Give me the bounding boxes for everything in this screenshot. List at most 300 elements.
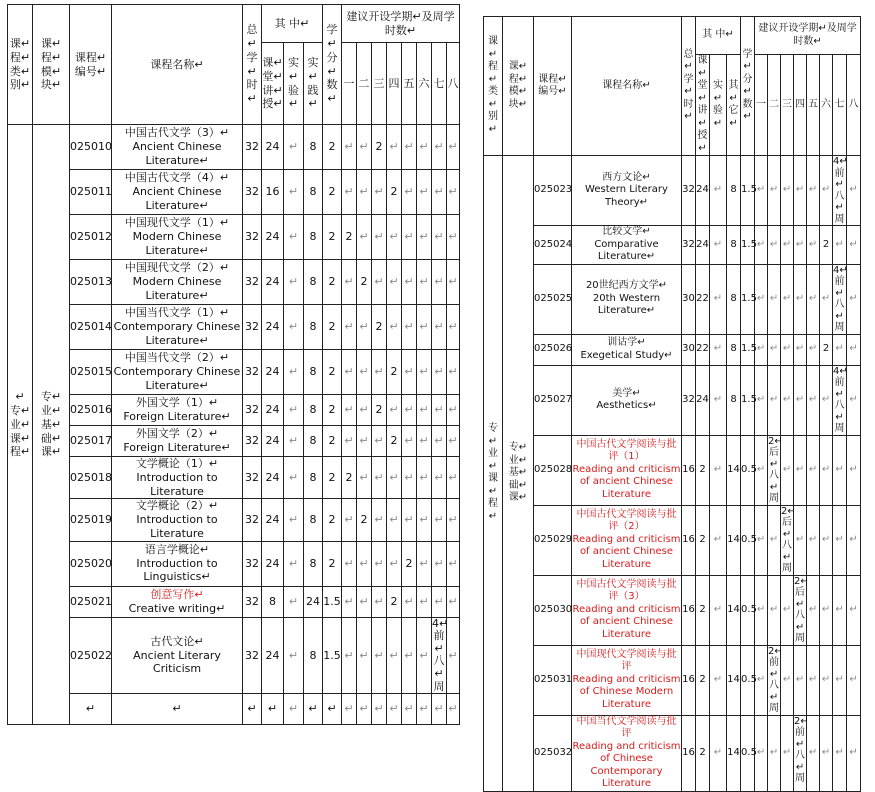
course-name: [572, 264, 682, 334]
semester-hours-4: 2↵前↵八↵周: [794, 715, 807, 791]
course-name-en: Reading and criticism of Chinese Contemporary Literature: [572, 740, 681, 789]
header-category: 课↵ 程↵ 类↵ 别↵: [484, 17, 503, 156]
lecture-hours: 2: [696, 505, 710, 575]
semester-hours-5: ↵: [807, 645, 820, 715]
course-table-left: [7, 4, 460, 725]
course-name: [572, 575, 682, 645]
semester-hours-5: ↵: [402, 395, 417, 426]
total-hours: 16: [682, 435, 696, 505]
course-name-en: Ancient Literary Criticism: [133, 648, 221, 676]
semester-hours-4: ↵: [387, 457, 402, 499]
semester-hours-5: ↵: [402, 426, 417, 457]
semester-hours-5: ↵: [807, 334, 820, 365]
course-code: 025029: [534, 505, 572, 575]
course-name-en: Introduction to Literature: [136, 513, 218, 540]
semester-hours-7: ↵: [833, 435, 847, 505]
course-code: 025028: [534, 435, 572, 505]
semester-hours-8: ↵: [447, 350, 460, 395]
course-row: [8, 125, 460, 170]
semester-hours-6: ↵: [820, 435, 833, 505]
total-hours: 30: [682, 334, 696, 365]
other-hours: 14: [727, 505, 741, 575]
semester-hours-3: ↵: [372, 170, 387, 215]
lecture-hours: 22: [696, 264, 710, 334]
experiment-hours: ↵: [710, 365, 727, 435]
course-code: 025020: [70, 541, 112, 586]
semester-hours-3: ↵: [781, 575, 794, 645]
course-row: [8, 426, 460, 457]
lecture-hours: ↵: [262, 694, 284, 725]
semester-hours-2: ↵: [357, 305, 372, 350]
semester-hours-3: ↵: [781, 226, 794, 265]
semester-hours-3: 2: [372, 305, 387, 350]
header-semester-4: 四: [387, 43, 402, 125]
total-hours: 16: [682, 715, 696, 791]
semester-hours-2: ↵: [768, 715, 781, 791]
course-name-en: Aesthetics↵: [596, 400, 657, 411]
semester-hours-8: ↵: [447, 586, 460, 617]
semester-hours-4: ↵: [387, 617, 402, 694]
header-module: 课↵ 程↵ 模↵ 块↵: [503, 17, 534, 156]
practice-hours: 8: [304, 617, 323, 694]
semester-hours-4: ↵: [794, 264, 807, 334]
course-name-en: Introduction to Linguistics↵: [136, 556, 218, 584]
semester-hours-5: ↵: [402, 617, 417, 694]
semester-hours-2: 2↵后↵八↵周: [768, 435, 783, 504]
header-semester-5: 五: [402, 43, 417, 125]
experiment-hours: ↵: [710, 435, 727, 505]
course-name-en: Introduction to Literature: [136, 470, 218, 498]
header-other: 其↵ 它↵: [727, 55, 741, 156]
course-name-cn: 文学概论（1）↵: [135, 457, 219, 470]
total-hours: 32: [682, 226, 696, 265]
credits: 2: [323, 125, 342, 170]
course-name: [572, 156, 682, 226]
semester-hours-1: ↵: [342, 125, 357, 170]
header-semesters: 建议开设学期↵及周学时数↵: [342, 5, 460, 43]
experiment-hours: ↵: [284, 125, 304, 170]
semester-hours-6: ↵: [417, 350, 432, 395]
semester-hours-5: ↵: [402, 499, 417, 541]
course-code: 025011: [70, 170, 112, 215]
semester-hours-2: ↵: [768, 156, 781, 226]
lecture-hours: 24: [696, 226, 710, 265]
header-semester-6: 六: [417, 43, 432, 125]
semester-hours-7: ↵: [432, 170, 447, 215]
semester-hours-5: ↵: [402, 457, 417, 499]
course-row: [484, 334, 861, 365]
header-semester-7: 七: [833, 55, 847, 156]
semester-hours-6: ↵: [820, 715, 833, 791]
semester-hours-2: ↵: [357, 586, 372, 617]
course-name-cn: 中国古代文学（3）↵: [124, 126, 230, 140]
header-semester-3: 三: [372, 43, 387, 125]
course-row: [484, 365, 861, 435]
experiment-hours: ↵: [284, 305, 304, 350]
semester-hours-4: ↵: [387, 215, 402, 260]
practice-hours: 8: [304, 125, 323, 170]
header-name: 课程名称↵: [112, 5, 243, 125]
course-row: [8, 617, 460, 694]
semester-hours-4: ↵: [794, 226, 807, 265]
semester-hours-7: ↵: [432, 395, 447, 426]
semester-hours-1: ↵: [755, 575, 768, 645]
total-hours: 32: [243, 499, 262, 541]
semester-hours-4: ↵: [387, 694, 402, 725]
lecture-hours: 24: [262, 395, 284, 426]
header-lecture: 课↵ 堂↵ 讲↵ 授↵: [262, 43, 284, 125]
course-row: [8, 395, 460, 426]
semester-hours-4: ↵: [387, 499, 402, 541]
experiment-hours: ↵: [284, 395, 304, 426]
semester-hours-1: ↵: [755, 715, 768, 791]
course-name-en: Ancient Chinese Literature↵: [132, 185, 222, 212]
course-row: [484, 264, 861, 334]
other-hours: 8: [727, 365, 741, 435]
course-row: [8, 305, 460, 350]
credits: 1.5: [741, 365, 755, 435]
course-name: [112, 350, 243, 395]
course-row: [484, 156, 861, 226]
semester-hours-5: ↵: [402, 215, 417, 260]
course-row: [484, 226, 861, 265]
semester-hours-1: ↵: [342, 395, 357, 426]
credits: 1.5: [323, 586, 342, 617]
semester-hours-3: ↵: [781, 156, 794, 226]
practice-hours: 8: [304, 426, 323, 457]
semester-hours-8: ↵: [447, 541, 460, 586]
course-name-en: Modern Chinese Literature↵: [132, 230, 222, 257]
course-name: [112, 586, 243, 617]
semester-hours-4: ↵: [794, 435, 807, 505]
semester-hours-8: ↵: [847, 575, 861, 645]
course-name-cn: 中国古代文学阅读与批评（2）: [576, 508, 677, 533]
experiment-hours: ↵: [710, 156, 727, 226]
header-experiment: 实↵ 验↵: [710, 55, 727, 156]
experiment-hours: ↵: [284, 215, 304, 260]
other-hours: 8: [727, 156, 741, 226]
semester-hours-4: ↵: [387, 305, 402, 350]
header-category: 课↵ 程↵ 类↵ 别↵: [8, 5, 33, 125]
total-hours: 32: [243, 395, 262, 426]
lecture-hours: 24: [262, 305, 284, 350]
total-hours: 16: [682, 645, 696, 715]
total-hours: 32: [243, 457, 262, 499]
semester-hours-2: 2↵前↵八↵周: [768, 645, 783, 714]
course-name-en: Contemporary Chinese Literature↵: [113, 320, 241, 347]
course-row: [8, 170, 460, 215]
credits: 2: [323, 395, 342, 426]
semester-hours-2: ↵: [357, 125, 372, 170]
lecture-hours: 24: [262, 125, 284, 170]
lecture-hours: 24: [696, 156, 710, 226]
experiment-hours: ↵: [284, 260, 304, 305]
course-name-en: 20th Western Literature↵: [592, 292, 661, 317]
semester-hours-2: ↵: [768, 334, 781, 365]
semester-hours-4: ↵: [794, 334, 807, 365]
other-hours: 14: [727, 645, 741, 715]
semester-hours-5: ↵: [807, 715, 820, 791]
course-name: [572, 715, 682, 791]
practice-hours: 8: [304, 170, 323, 215]
lecture-hours: 24: [262, 426, 284, 457]
semester-hours-8: ↵: [847, 715, 861, 791]
semester-hours-1: ↵: [755, 226, 768, 265]
semester-hours-2: ↵: [357, 170, 372, 215]
experiment-hours: ↵: [284, 541, 304, 586]
semester-hours-3: ↵: [372, 350, 387, 395]
semester-hours-2: ↵: [357, 395, 372, 426]
semester-hours-7: ↵: [432, 694, 447, 725]
practice-hours: 8: [304, 457, 323, 499]
lecture-hours: 24: [262, 260, 284, 305]
semester-hours-6: ↵: [417, 125, 432, 170]
experiment-hours: ↵: [284, 457, 304, 499]
course-name-en: Modern Chinese Literature↵: [132, 275, 222, 302]
lecture-hours: 2: [696, 715, 710, 791]
course-name-cn: 中国当代文学（2）↵: [124, 351, 230, 365]
semester-hours-3: ↵: [372, 215, 387, 260]
semester-hours-3: ↵: [781, 645, 794, 715]
semester-hours-4: ↵: [794, 505, 807, 575]
course-code: 025015: [70, 350, 112, 395]
course-code: 025026: [534, 334, 572, 365]
semester-hours-4: ↵: [387, 395, 402, 426]
semester-hours-8: ↵: [447, 260, 460, 305]
header-semester-4: 四: [794, 55, 807, 156]
course-code: 025023: [534, 156, 572, 226]
semester-hours-1: ↵: [342, 499, 357, 541]
semester-hours-4: 2: [387, 350, 402, 395]
experiment-hours: ↵: [284, 586, 304, 617]
total-hours: 32: [243, 350, 262, 395]
credits: 1.5: [741, 264, 755, 334]
semester-hours-5: ↵: [402, 694, 417, 725]
experiment-hours: ↵: [710, 334, 727, 365]
course-row: [8, 694, 460, 725]
semester-hours-1: 2: [342, 457, 357, 499]
total-hours: 32: [682, 156, 696, 226]
course-row: [484, 505, 861, 575]
course-name-en: Contemporary Chinese Literature↵: [113, 365, 241, 392]
semester-hours-3: ↵: [781, 334, 794, 365]
semester-hours-2: ↵: [768, 365, 781, 435]
semester-hours-6: ↵: [417, 457, 432, 499]
course-row: [484, 435, 861, 505]
semester-hours-3: ↵: [372, 426, 387, 457]
semester-hours-3: ↵: [781, 715, 794, 791]
semester-hours-6: ↵: [417, 499, 432, 541]
practice-hours: 8: [304, 215, 323, 260]
semester-hours-3: ↵: [372, 694, 387, 725]
experiment-hours: ↵: [710, 264, 727, 334]
experiment-hours: ↵: [284, 426, 304, 457]
semester-hours-5: ↵: [807, 575, 820, 645]
course-name-cn: 中国当代文学（1）↵: [124, 306, 230, 320]
semester-hours-5: ↵: [807, 505, 820, 575]
course-row: [8, 350, 460, 395]
semester-hours-3: ↵: [781, 365, 794, 435]
total-hours: 32: [243, 215, 262, 260]
header-total: 总↵ 学↵ 时↵: [682, 17, 696, 156]
semester-hours-8: ↵: [447, 457, 460, 499]
course-name: [112, 305, 243, 350]
semester-hours-2: ↵: [357, 215, 372, 260]
experiment-hours: ↵: [710, 715, 727, 791]
credits: 2: [323, 350, 342, 395]
lecture-hours: 22: [696, 334, 710, 365]
course-code: 025022: [70, 617, 112, 694]
course-name-cn: ↵: [172, 702, 182, 716]
header-lecture: 课↵ 堂↵ 讲↵ 授↵: [697, 55, 708, 154]
course-name-cn: 创意写作↵: [150, 587, 204, 601]
semester-hours-5: ↵: [807, 156, 820, 226]
other-hours: 14: [727, 435, 741, 505]
header-semester-8: 八: [447, 43, 460, 125]
semester-hours-5: ↵: [402, 350, 417, 395]
credits: 2: [323, 426, 342, 457]
header-code: 课程↵编号↵: [534, 17, 572, 156]
header-semester-2: 二: [357, 43, 372, 125]
header-semester-7: 七: [432, 43, 447, 125]
course-name-cn: 中国当代文学阅读与批评: [576, 715, 677, 739]
semester-hours-5: 2: [402, 541, 417, 586]
semester-hours-3: 2: [372, 395, 387, 426]
semester-hours-7: ↵: [833, 575, 847, 645]
course-row: [484, 575, 861, 645]
semester-hours-7: ↵: [432, 457, 447, 499]
credits: 2: [323, 215, 342, 260]
practice-hours: 8: [304, 305, 323, 350]
semester-hours-6: 2: [820, 226, 833, 265]
semester-hours-1: ↵: [755, 156, 768, 226]
semester-hours-6: ↵: [820, 575, 833, 645]
credits: ↵: [323, 694, 342, 725]
header-semester-1: 一: [755, 55, 768, 156]
course-name-cn: 语言学概论↵: [144, 542, 210, 556]
semester-hours-1: 2: [342, 215, 357, 260]
lecture-hours: 2: [696, 575, 710, 645]
semester-hours-5: ↵: [402, 586, 417, 617]
semester-hours-1: ↵: [342, 350, 357, 395]
practice-hours: ↵: [304, 694, 323, 725]
lecture-hours: 16: [262, 170, 284, 215]
semester-hours-2: ↵: [768, 505, 781, 575]
semester-hours-8: ↵: [447, 305, 460, 350]
course-name: [112, 215, 243, 260]
semester-hours-3: ↵: [781, 264, 794, 334]
credits: 0.5: [741, 715, 755, 791]
semester-hours-6: 2: [820, 334, 833, 365]
total-hours: 32: [243, 170, 262, 215]
credits: 2: [323, 260, 342, 305]
other-hours: 8: [727, 264, 741, 334]
semester-hours-7: 4↵前↵八↵周: [833, 156, 848, 225]
semester-hours-2: ↵: [357, 617, 372, 694]
header-practice: 实↵ 践↵: [304, 43, 323, 125]
semester-hours-2: ↵: [357, 426, 372, 457]
semester-hours-8: ↵: [847, 435, 861, 505]
course-module: 专↵ 业↵ 基↵ 础↵ 课↵: [503, 156, 534, 792]
course-name-cn: 中国现代文学（1）↵: [124, 216, 230, 230]
semester-hours-3: ↵: [781, 435, 794, 505]
course-name: [572, 435, 682, 505]
course-name-cn: 文学概论（2）↵: [135, 499, 219, 513]
lecture-hours: 8: [262, 586, 284, 617]
course-code: ↵: [70, 694, 112, 725]
course-name-en: Foreign Literature↵: [123, 410, 231, 423]
course-name-cn: 美学↵: [612, 387, 641, 399]
total-hours: 32: [243, 586, 262, 617]
course-name-en: Exegetical Study↵: [580, 349, 673, 361]
semester-hours-5: ↵: [402, 260, 417, 305]
header-code: 课程↵编号↵: [70, 5, 112, 125]
semester-hours-3: ↵: [372, 617, 387, 694]
semester-hours-5: ↵: [807, 226, 820, 265]
total-hours: 32: [243, 541, 262, 586]
semester-hours-4: ↵: [387, 260, 402, 305]
semester-hours-6: ↵: [417, 586, 432, 617]
course-module: 专↵ 业↵ 基↵ 础↵ 课↵: [33, 125, 70, 725]
credits: 2: [323, 541, 342, 586]
semester-hours-1: ↵: [342, 426, 357, 457]
semester-hours-6: ↵: [417, 426, 432, 457]
other-hours: 14: [727, 575, 741, 645]
semester-hours-8: ↵: [847, 156, 861, 226]
semester-hours-2: 2: [357, 260, 372, 305]
semester-hours-1: ↵: [755, 435, 768, 505]
course-row: [8, 260, 460, 305]
header-semester-1: 一: [342, 43, 357, 125]
lecture-hours: 24: [262, 350, 284, 395]
semester-hours-4: 2↵后↵八↵周: [794, 575, 809, 644]
semester-hours-3: ↵: [372, 499, 387, 541]
credits: 0.5: [741, 645, 755, 715]
course-name-en: Creative writing↵: [128, 601, 226, 615]
semester-hours-3: ↵: [372, 586, 387, 617]
course-code: 025032: [534, 715, 572, 791]
semester-hours-8: ↵: [847, 645, 861, 715]
semester-hours-3: ↵: [372, 457, 387, 499]
semester-hours-7: ↵: [432, 586, 447, 617]
course-code: 025013: [70, 260, 112, 305]
header-module: 课↵ 程↵ 模↵ 块↵: [33, 5, 70, 125]
semester-hours-1: ↵: [755, 264, 768, 334]
course-name: [112, 395, 243, 426]
course-row: [8, 541, 460, 586]
semester-hours-6: ↵: [417, 260, 432, 305]
course-code: 025019: [70, 499, 112, 541]
course-name-cn: 中国古代文学（4）↵: [124, 171, 230, 185]
semester-hours-6: ↵: [417, 617, 432, 694]
course-name-en: Western Literary Theory↵: [585, 184, 668, 208]
course-code: 025024: [534, 226, 572, 265]
semester-hours-2: ↵: [768, 575, 781, 645]
practice-hours: 8: [304, 499, 323, 541]
course-name: [112, 541, 243, 586]
lecture-hours: 24: [262, 617, 284, 694]
semester-hours-7: ↵: [432, 426, 447, 457]
semester-hours-8: ↵: [447, 170, 460, 215]
semester-hours-6: ↵: [417, 215, 432, 260]
course-name-en: Reading and criticism of ancient Chinese Literature: [572, 533, 681, 570]
course-code: 025018: [70, 457, 112, 499]
semester-hours-8: ↵: [447, 694, 460, 725]
credits: 1.5: [741, 156, 755, 226]
semester-hours-6: ↵: [820, 645, 833, 715]
total-hours: 16: [682, 575, 696, 645]
total-hours: 32: [243, 305, 262, 350]
